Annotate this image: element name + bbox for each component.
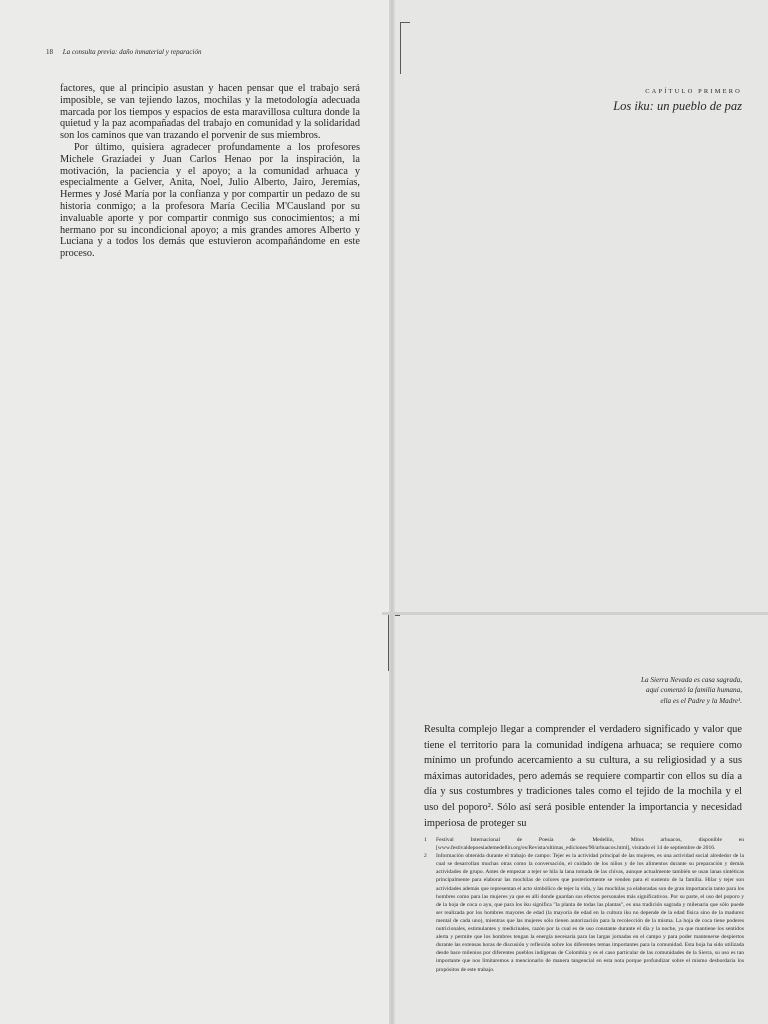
left-body-text (60, 83, 360, 260)
chapter-kicker: CAPÍTULO PRIMERO (645, 88, 742, 95)
running-head (46, 48, 201, 56)
paragraph: factores, que al principio asustan y hacen pensar que el trabajo será imposible, se van tejiendo lazos, mochilas y la metodología adecuada marcada por los tiempos y espacios de esta maravillosa cultura donde la quietud y la paz acompañadas del trabajo en comunidad y la solidaridad son los caminos que van trazando el porvenir de sus miembros. (60, 83, 360, 142)
footnote-text: Festival Internacional de Poesía de Medellín, Mitos arhuacos, disponible en [www.festivaldepoesiademedellin.org/es/Revista/ultimas_ediciones/90/arhuacos.html], visitado el 14 de septiembre de 2016. (436, 837, 744, 852)
footnote (424, 852, 744, 973)
book-gutter (389, 0, 395, 1024)
footnote-number: 1 (424, 837, 427, 843)
epigraph-line: ella es el Padre y la Madre¹. (660, 696, 742, 705)
crop-mark (400, 22, 410, 23)
epigraph (641, 675, 742, 706)
right-body-text (424, 722, 742, 831)
running-head-title: La consulta previa: daño inmaterial y reparación (62, 48, 202, 56)
paragraph: Por último, quisiera agradecer profundamente a los profesores Michele Graziadei y Juan Carlos Henao por la inspiración, la motivación, la paciencia y el apoyo; a la comunidad arhuaca y especialmente a Gelver, Anita, Noel, Julio Alberto, Jairo, Jeremías, Hermes y José María por la confianza y por compartir un pedazo de su historia conmigo; a la profesora María Cecilia M'Causland por su invaluable aporte y por compartir conmigo sus conocimientos; a mi hermano por su incondicional apoyo; a mis grandes amores Alberto y Luciana y a todos los demás que estuvieron acompañándome en este proceso. (60, 141, 360, 260)
footnotes (424, 836, 744, 974)
epigraph-line: La Sierra Nevada es casa sagrada, (640, 676, 742, 684)
epigraph-line: aquí comenzó la familia humana, (645, 686, 742, 695)
page-number: 18 (46, 48, 53, 56)
footnote (424, 836, 744, 852)
paragraph: Resulta complejo llegar a comprender el verdadero significado y valor que tiene el territorio para la comunidad indígena arhuaca; se requiere como mínimo un profundo acercamiento a su cultura, a su religiosidad y a sus máximas autoridades, pero además se requiere compartir con ellos su día a día y sus costumbres y tradiciones tales como el tejido de la mochila y el uso del poporo². Sólo así será posible entender la importancia y necesidad imperiosa de proteger su (424, 724, 742, 829)
page-divider (382, 612, 768, 615)
footnote-number: 2 (424, 853, 427, 860)
crop-mark (400, 22, 401, 74)
footnote-text: Información obtenida durante el trabajo de campo: Tejer es la actividad principal de las mujeres, es una actividad social alrededor de la cual se desarrollan muchas otras como la conversación, el cuidado de los niños y de los alimentos durante su preparación y demás actividades de grupo. Antes de empezar a tejer se hila la lana tomada de las chivas, aunque actualmente también se usan lanas sintéticas principalmente para elaborar las mochilas de colores que posteriormente se venden para el sustento de la familia. Hilar y tejer son actividades además que representan el acto simbólico de tejer la vida, y las mochilas ya elaboradas son de gran importancia tanto para los hombres como para las mujeres ya que es allí donde guardan sus efectos personales más significativos. Por su parte, el uso del poporo y de la hoja de coca o ayu, que para los iku significa "la planta de todas las plantas", es una tradición sagrada y milenaria que sólo puede ser realizada por los hombres mayores de edad (la mayoría de edad en la cultura iku no depende de la edad física sino de la madurez mental de cada uno), mientras que las mujeres sólo tienen autorización para la recolección de la misma. La hoja de coca tiene poderes nutricionales, estimulantes y medicinales, razón por la cual es de uso constante durante el día y la noche, ya que mantiene los sentidos alerta y permite que los hombres tengan la energía necesaria para las largas jornadas en el campo y para poder mantenerse despiertos durante las extensas horas de discusión y reflexión sobre los diferentes temas importantes para la comunidad. Esta hoja ha sido utilizada desde hace milenios por diferentes pueblos indígenas de Colombia y es el caso particular de las comunidades de la Sierra, su uso es tan importante que nos limitaremos a mencionarlo de manera tangencial en esta nota porque profundizar sobre el mismo desbordaría los propósitos de este trabajo. (436, 853, 744, 973)
chapter-title: Los iku: un pueblo de paz (613, 99, 742, 113)
